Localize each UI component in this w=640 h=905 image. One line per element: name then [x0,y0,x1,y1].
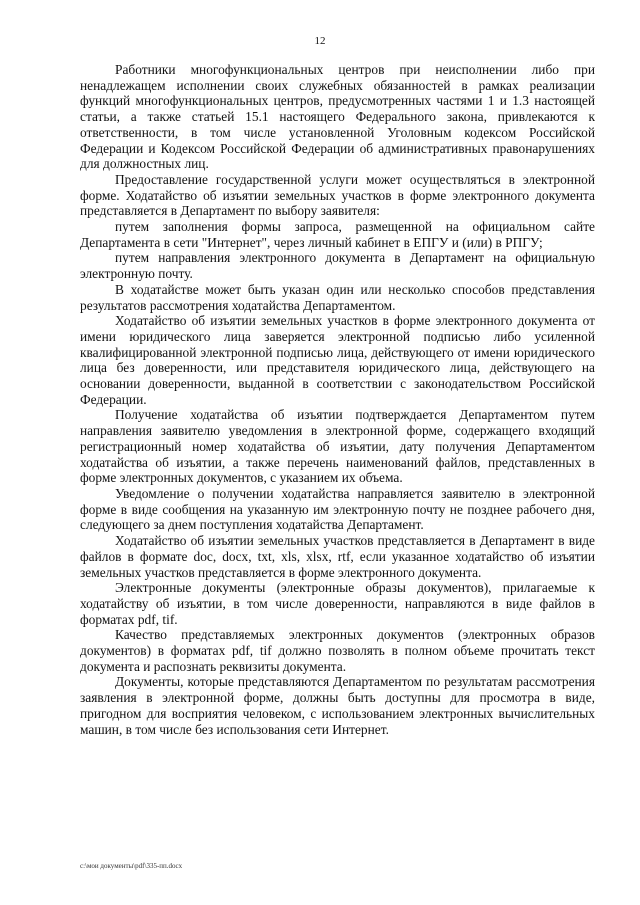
paragraph-mfc-responsibility: Работники многофункциональных центров при неисполнении либо при ненадлежащем исполнении своих служебных обязанностей в рамках реализации функций многофункциональных центров, предусмотренных частями 1 и 1.3 настоящей статьи, а также статьей 15.1 настоящего Федерального закона, привлекаются к ответственности, в том числе установленной Уголовным кодексом Российской Федерации и Кодексом Российской Федерации об административных правонарушениях для должностных лиц. [80,62,595,172]
document-body [80,62,595,737]
paragraph-document-quality: Качество представляемых электронных документов (электронных образов документов) в форматах pdf, tif должно позволять в полном объеме прочитать текст документа и распознать реквизиты документа. [80,627,595,674]
paragraph-submit-via-email: путем направления электронного документа в Департамент на официальную электронную почту. [80,250,595,282]
paragraph-notification-timing: Уведомление о получении ходатайства направляется заявителю в электронной форме в виде сообщения на указанную им электронную почту не позднее рабочего дня, следующего за днем поступления ходатайства Департамент. [80,485,595,533]
paragraph-electronic-form: Предоставление государственной услуги может осуществляться в электронной форме. Ходатайство об изъятии земельных участков в форме электронного документа представляется в Департамент по выбору заявителя: [80,171,595,219]
paragraph-legal-entity-signature: Ходатайство об изъятии земельных участков в форме электронного документа от имени юридического лица заверяется электронной подписью либо усиленной квалифицированной электронной подписью лица, действующего от имени юридического лица без доверенности, или представителя юридического лица, действующего на основании доверенности, выданной в соответствии с законодательством Российской Федерации. [80,313,595,407]
paragraph-result-availability: Документы, которые представляются Департаментом по результатам рассмотрения заявления в электронной форме, должны быть доступны для просмотра в виде, пригодном для восприятия человеком, с использованием электронных вычислительных машин, в том числе без использования сети Интернет. [80,674,595,737]
footer-file-path: c:\мои документы\pdf\335-пп.docx [80,862,183,870]
paragraph-receipt-confirmation: Получение ходатайства об изъятии подтверждается Департаментом путем направления заявителю уведомления в электронной форме, содержащего входящий регистрационный номер ходатайства об изъятии, дату получения Департаментом ходатайства об изъятии, а также перечень наименований файлов, представленных в форме электронных документов, с указанием их объема. [80,407,595,486]
paragraph-file-formats: Ходатайство об изъятии земельных участков представляется в Департамент в виде файлов в формате doc, docx, txt, xls, xlsx, rtf, если указанное ходатайство об изъятии земельных участков представляется в форме электронного документа. [80,533,595,580]
paragraph-submit-via-portal: путем заполнения формы запроса, размещенной на официальном сайте Департамента в сети "Интернет", через личный кабинет в ЕПГУ и (или) в РПГУ; [80,219,595,250]
paragraph-attachments: Электронные документы (электронные образы документов), прилагаемые к ходатайству об изъятии, в том числе доверенности, направляются в виде файлов в форматах pdf, tif. [80,580,595,627]
page-number: 12 [314,35,326,47]
paragraph-result-methods: В ходатайстве может быть указан один или несколько способов представления результатов рассмотрения ходатайства Департаментом. [80,281,595,313]
